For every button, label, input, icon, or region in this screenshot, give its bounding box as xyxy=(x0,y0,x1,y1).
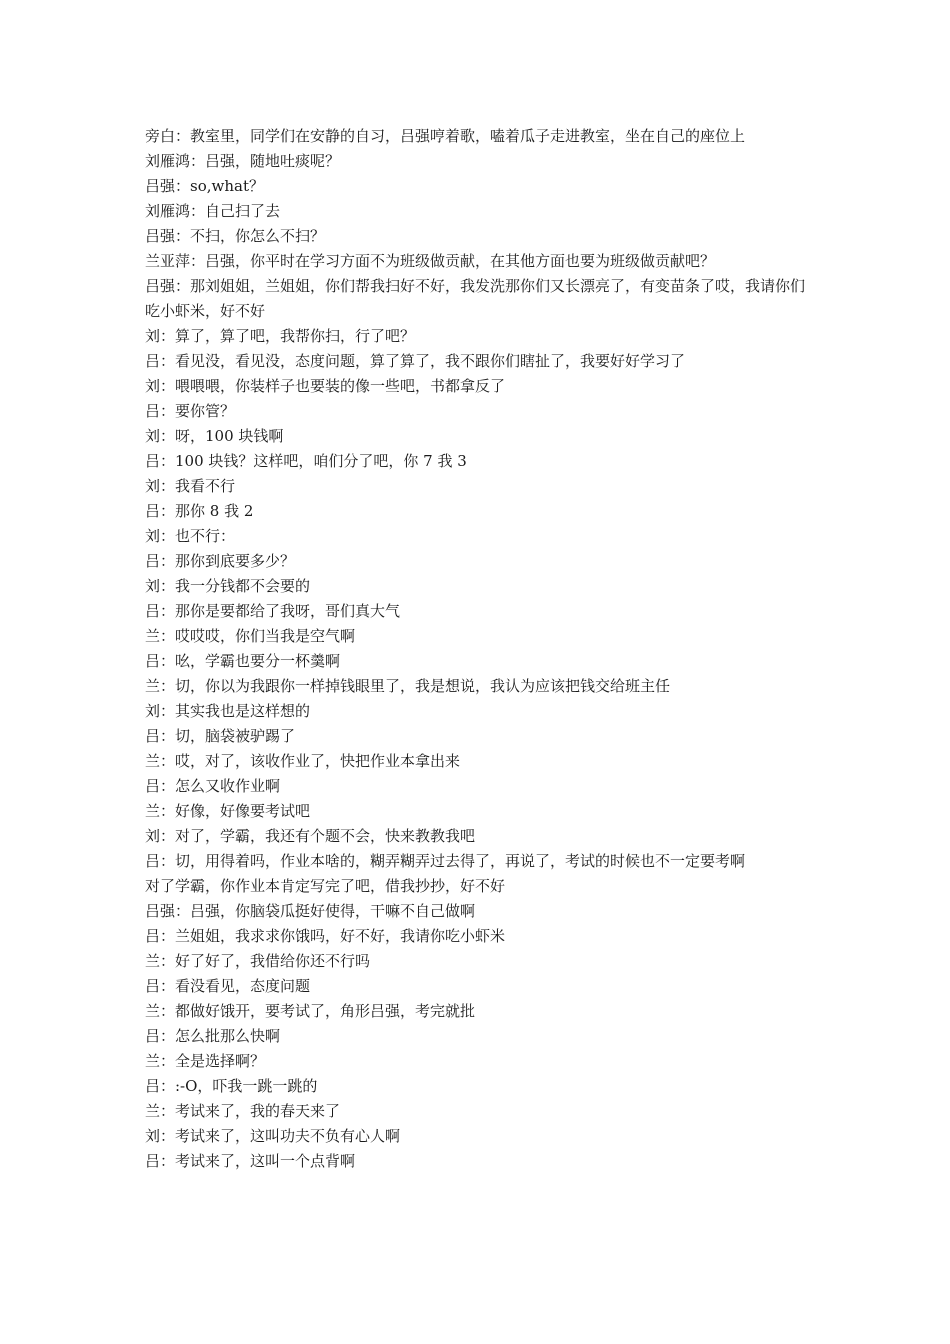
dialogue-line: 吕强：不扫，你怎么不扫？ xyxy=(145,227,326,245)
dialogue-line: 吕：看没看见，态度问题 xyxy=(145,977,311,995)
dialogue-line: 兰：都做好饿开，要考试了，角形吕强，考完就批 xyxy=(145,1002,476,1020)
dialogue-line: 吕：吆，学霸也要分一杯羹啊 xyxy=(145,652,341,670)
dialogue-line: 吕强：so,what？ xyxy=(145,177,264,195)
dialogue-line: 兰：切，你以为我跟你一样掉钱眼里了，我是想说，我认为应该把钱交给班主任 xyxy=(145,677,671,695)
dialogue-line: 刘：其实我也是这样想的 xyxy=(145,702,311,720)
dialogue-line: 吕强：吕强，你脑袋瓜挺好使得，干嘛不自己做啊 xyxy=(145,902,476,920)
dialogue-line: 刘：考试来了，这叫功夫不负有心人啊 xyxy=(145,1127,401,1145)
dialogue-line: 吕：兰姐姐，我求求你饿吗，好不好，我请你吃小虾米 xyxy=(145,927,506,945)
dialogue-line: 刘雁鸿：自己扫了去 xyxy=(145,202,281,220)
dialogue-line: 兰：好像，好像要考试吧 xyxy=(145,802,311,820)
dialogue-line: 刘：呀，100 块钱啊 xyxy=(145,427,284,445)
dialogue-line: 刘：我看不行 xyxy=(145,477,236,495)
dialogue-line: 吕：:-O，吓我一跳一跳的 xyxy=(145,1077,318,1095)
dialogue-line: 刘：喂喂喂，你装样子也要装的像一些吧，书都拿反了 xyxy=(145,377,506,395)
dialogue-line: 吕：切，用得着吗，作业本啥的，糊弄糊弄过去得了，再说了，考试的时候也不一定要考啊 xyxy=(145,852,746,870)
dialogue-line: 刘：算了，算了吧，我帮你扫，行了吧？ xyxy=(145,327,416,345)
dialogue-line: 吕：那你到底要多少？ xyxy=(145,552,296,570)
dialogue-line: 吕：100 块钱？这样吧，咱们分了吧，你 7 我 3 xyxy=(145,452,467,470)
dialogue-line: 兰：哎哎哎，你们当我是空气啊 xyxy=(145,627,356,645)
dialogue-line: 吕：考试来了，这叫一个点背啊 xyxy=(145,1152,356,1170)
dialogue-line: 兰：哎，对了，该收作业了，快把作业本拿出来 xyxy=(145,752,461,770)
dialogue-line: 兰：全是选择啊？ xyxy=(145,1052,266,1070)
dialogue-line: 刘：对了，学霸，我还有个题不会，快来教教我吧 xyxy=(145,827,476,845)
dialogue-line: 吕：那你是要都给了我呀，哥们真大气 xyxy=(145,602,401,620)
dialogue-line: 对了学霸，你作业本肯定写完了吧，借我抄抄，好不好 xyxy=(145,877,506,895)
dialogue-line: 吕：看见没，看见没，态度问题，算了算了，我不跟你们瞎扯了，我要好好学习了 xyxy=(145,352,686,370)
dialogue-line: 兰：好了好了，我借给你还不行吗 xyxy=(145,952,371,970)
dialogue-line: 吕：那你 8 我 2 xyxy=(145,502,254,520)
dialogue-line: 吕强：那刘姐姐，兰姐姐，你们帮我扫好不好，我发洗那你们又长漂亮了，有变苗条了哎，我请你们吃小虾米，好不好 xyxy=(145,277,806,320)
dialogue-line: 刘雁鸿：吕强，随地吐痰呢？ xyxy=(145,152,341,170)
dialogue-line: 吕：要你管？ xyxy=(145,402,236,420)
dialogue-line: 刘：我一分钱都不会要的 xyxy=(145,577,311,595)
dialogue-line: 吕：切，脑袋被驴踢了 xyxy=(145,727,296,745)
dialogue-line: 刘：也不行： xyxy=(145,527,236,545)
dialogue-line: 吕：怎么批那么快啊 xyxy=(145,1027,281,1045)
dialogue-line: 吕：怎么又收作业啊 xyxy=(145,777,281,795)
dialogue-line: 兰亚萍：吕强，你平时在学习方面不为班级做贡献，在其他方面也要为班级做贡献吧？ xyxy=(145,252,716,270)
dialogue-line: 兰：考试来了，我的春天来了 xyxy=(145,1102,341,1120)
document-body xyxy=(145,124,810,1174)
narration-line: 旁白：教室里，同学们在安静的自习，吕强哼着歌，嗑着瓜子走进教室，坐在自己的座位上 xyxy=(145,127,746,145)
